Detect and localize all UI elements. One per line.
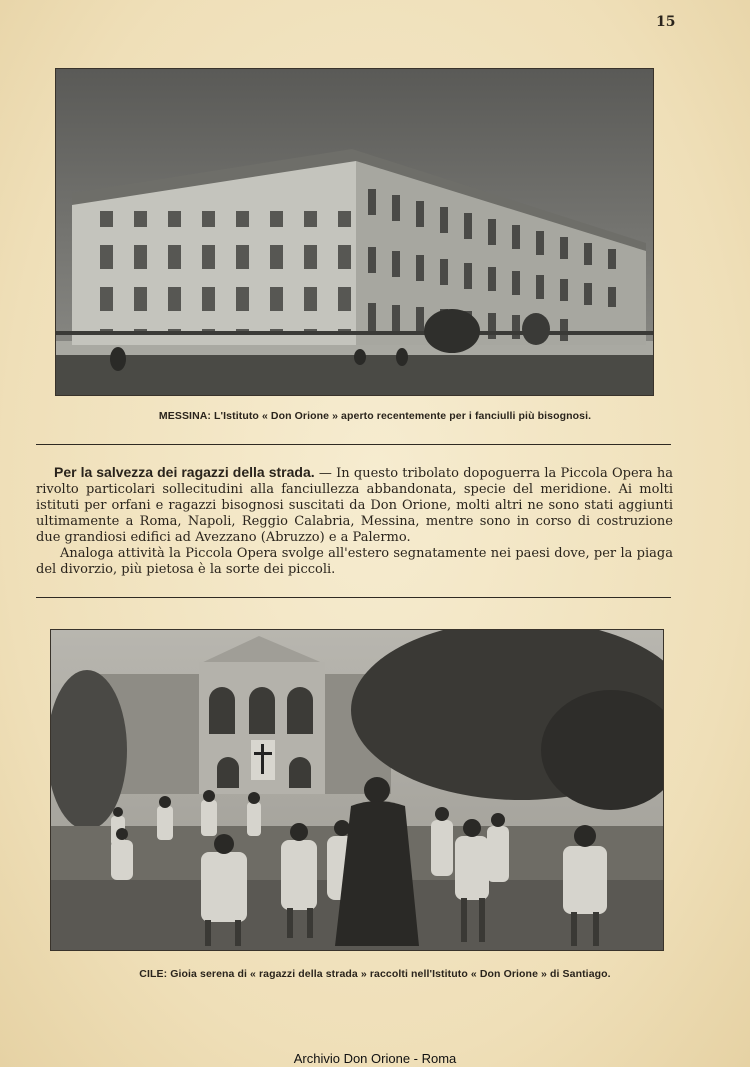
article-paragraph-1-text: — In questo tribolato dopoguerra la Piccola Opera ha rivolto particolari sollecitudini alla fanciullezza abbandonata, specie del meridione. Ai molti istituti per orfani e ragazzi bisognosi suscitati da Don Orione, molti altri ne sono stati aggiunti ultimamente a Roma, Napoli, Reggio Calabria, Messina, mentre sono in corso di costruzione due grandiosi edifici ad Avezzano (Abruzzo) e a Palermo.	[36, 466, 673, 545]
photo-caption-santiago: CILE: Gioia serena di « ragazzi della strada » raccolti nell'Istituto « Don Orione » di Santiago.	[139, 968, 611, 980]
divider-bottom	[36, 597, 671, 598]
divider-top	[36, 444, 671, 445]
page-number: 15	[656, 14, 676, 30]
photo-messina-institute	[55, 68, 654, 396]
photo-santiago-children	[50, 629, 664, 951]
article-paragraph-2: Analoga attività la Piccola Opera svolge all'estero segnatamente nei paesi dove, per la piaga del divorzio, più pietosa è la sorte dei piccoli.	[36, 546, 673, 577]
article-headline: Per la salvezza dei ragazzi della strada.	[54, 464, 315, 480]
photo-caption-messina: MESSINA: L'Istituto « Don Orione » aperto recentemente per i fanciulli più bisognosi.	[158, 410, 592, 422]
article-paragraph-1	[36, 464, 673, 546]
article	[36, 464, 673, 578]
archive-footer: Archivio Don Orione - Roma	[293, 1051, 457, 1066]
